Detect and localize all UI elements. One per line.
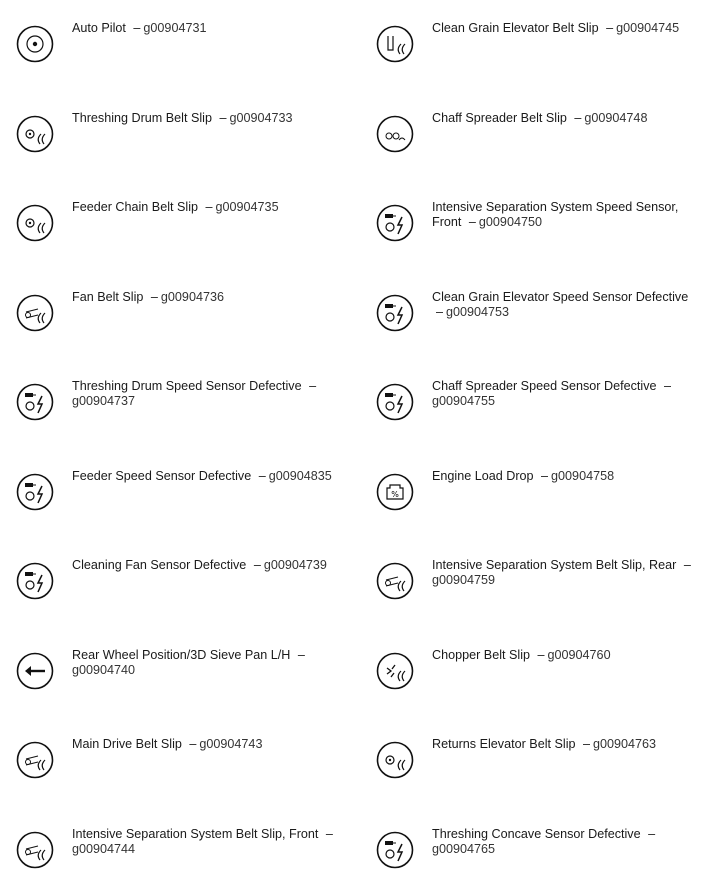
symbol-name: Cleaning Fan Sensor Defective [72, 558, 247, 572]
graphic-code: g00904745 [616, 21, 680, 35]
feeder-speed-sensor-icon [15, 472, 55, 512]
separation-speed-sensor-front-icon [375, 203, 415, 243]
graphic-code: g00904765 [432, 841, 496, 856]
separator-dash: – [541, 468, 549, 483]
symbol-entry [0, 452, 350, 532]
separator-dash: – [683, 558, 691, 572]
symbol-description [72, 737, 344, 752]
symbol-name: Clean Grain Elevator Speed Sensor Defective [432, 289, 689, 304]
fan-belt-slip-icon [15, 293, 55, 333]
graphic-code: g00904743 [199, 737, 263, 751]
chaff-spreader-belt-slip-icon [375, 114, 415, 154]
symbol-description [432, 648, 695, 663]
symbol-entry [360, 631, 701, 711]
graphic-code: g00904733 [229, 110, 293, 125]
separator-dash: – [583, 737, 591, 751]
symbol-entry [360, 273, 701, 353]
symbol-entry [360, 183, 701, 263]
symbol-description [72, 21, 344, 36]
symbol-description [72, 648, 344, 678]
graphic-code: g00904748 [584, 110, 648, 125]
symbol-entry [360, 452, 701, 532]
symbol-description [432, 827, 695, 857]
symbol-name: Feeder Speed Sensor Defective [72, 468, 252, 483]
separator-dash: – [189, 737, 197, 751]
symbol-description [72, 290, 344, 305]
separator-dash: – [309, 379, 317, 393]
symbol-description [432, 469, 695, 484]
symbol-entry [360, 720, 701, 800]
graphic-code: g00904744 [72, 841, 136, 856]
chaff-spreader-speed-sensor-icon [375, 382, 415, 422]
symbol-name: Threshing Drum Speed Sensor Defective [72, 379, 302, 393]
symbol-description [72, 200, 344, 215]
symbol-entry [0, 631, 350, 711]
symbol-name: Threshing Drum Belt Slip [72, 110, 212, 125]
symbol-name: Returns Elevator Belt Slip [432, 737, 576, 751]
separator-dash: – [648, 826, 656, 841]
graphic-code: g00904760 [547, 647, 611, 662]
symbol-description [72, 111, 344, 126]
symbol-entry [360, 94, 701, 174]
separator-dash: – [205, 200, 213, 214]
threshing-concave-sensor-icon [375, 830, 415, 870]
symbol-name: Main Drive Belt Slip [72, 737, 182, 751]
symbol-name: Intensive Separation System Belt Slip, Front [72, 826, 319, 841]
symbol-description [72, 558, 344, 573]
symbol-name: Fan Belt Slip [72, 289, 144, 304]
separator-dash: – [150, 289, 158, 304]
symbol-description [432, 737, 695, 752]
separator-dash: – [253, 558, 261, 572]
symbol-entry [0, 720, 350, 800]
threshing-drum-belt-slip-icon [15, 114, 55, 154]
clean-grain-elevator-speed-sensor-icon [375, 293, 415, 333]
symbol-entry [0, 810, 350, 890]
symbol-entry [360, 541, 701, 621]
symbol-description [432, 200, 695, 230]
symbol-description [432, 379, 695, 409]
svg-text:%: % [391, 489, 399, 499]
separator-dash: – [258, 468, 266, 483]
graphic-code: g00904835 [268, 468, 332, 483]
symbol-name: Chopper Belt Slip [432, 647, 531, 662]
symbol-name: Intensive Separation System Belt Slip, Rear [432, 558, 677, 572]
symbol-entry [0, 183, 350, 263]
graphic-code: g00904758 [551, 468, 615, 483]
symbol-description [72, 379, 344, 409]
main-drive-belt-slip-icon [15, 740, 55, 780]
symbol-name: Engine Load Drop [432, 468, 534, 483]
threshing-drum-speed-sensor-icon [15, 382, 55, 422]
graphic-code: g00904759 [432, 573, 496, 587]
symbol-entry [0, 362, 350, 442]
symbol-description [432, 111, 695, 126]
symbol-name: Clean Grain Elevator Belt Slip [432, 21, 599, 35]
symbol-name: Chaff Spreader Belt Slip [432, 110, 567, 125]
symbol-description [432, 21, 695, 36]
separator-dash: – [325, 826, 333, 841]
separation-belt-slip-front-icon [15, 830, 55, 870]
cleaning-fan-sensor-icon [15, 561, 55, 601]
left-arrow-icon [15, 651, 55, 691]
separator-dash: – [574, 110, 582, 125]
symbol-entry [0, 541, 350, 621]
symbol-entry [360, 810, 701, 890]
separator-dash: – [133, 21, 141, 35]
symbol-name: Feeder Chain Belt Slip [72, 200, 199, 214]
separator-dash: – [219, 110, 227, 125]
separator-dash: – [297, 647, 305, 662]
symbol-entry [360, 362, 701, 442]
symbol-name: Chaff Spreader Speed Sensor Defective [432, 379, 657, 393]
graphic-code: g00904763 [593, 737, 657, 751]
graphic-code: g00904736 [160, 289, 224, 304]
symbol-description [72, 469, 344, 484]
symbol-name: Auto Pilot [72, 21, 126, 35]
graphic-code: g00904750 [478, 215, 542, 229]
auto-pilot-icon [15, 24, 55, 64]
separator-dash: – [436, 304, 444, 319]
chopper-belt-slip-icon [375, 651, 415, 691]
graphic-code: g00904739 [263, 558, 327, 572]
graphic-code: g00904731 [143, 21, 207, 35]
symbol-description [432, 290, 695, 320]
returns-elevator-belt-slip-icon [375, 740, 415, 780]
engine-load-drop-icon [375, 472, 415, 512]
graphic-code: g00904737 [72, 394, 136, 408]
symbol-name: Rear Wheel Position/3D Sieve Pan L/H [72, 647, 291, 662]
graphic-code: g00904735 [215, 200, 279, 214]
symbol-description [72, 827, 344, 857]
symbol-entry [360, 4, 701, 84]
clean-grain-elevator-belt-slip-icon [375, 24, 415, 64]
separator-dash: – [537, 647, 545, 662]
graphic-code: g00904753 [446, 304, 510, 319]
symbol-entry [0, 4, 350, 84]
graphic-code: g00904740 [72, 662, 136, 677]
separator-dash: – [606, 21, 614, 35]
graphic-code: g00904755 [432, 394, 496, 408]
symbol-name: Intensive Separation System Speed Sensor, Front [432, 200, 679, 229]
separation-belt-slip-rear-icon [375, 561, 415, 601]
symbol-description [432, 558, 695, 588]
feeder-chain-belt-slip-icon [15, 203, 55, 243]
symbol-entry [0, 273, 350, 353]
symbol-entry [0, 94, 350, 174]
symbol-name: Threshing Concave Sensor Defective [432, 826, 641, 841]
separator-dash: – [664, 379, 672, 393]
separator-dash: – [468, 215, 476, 229]
